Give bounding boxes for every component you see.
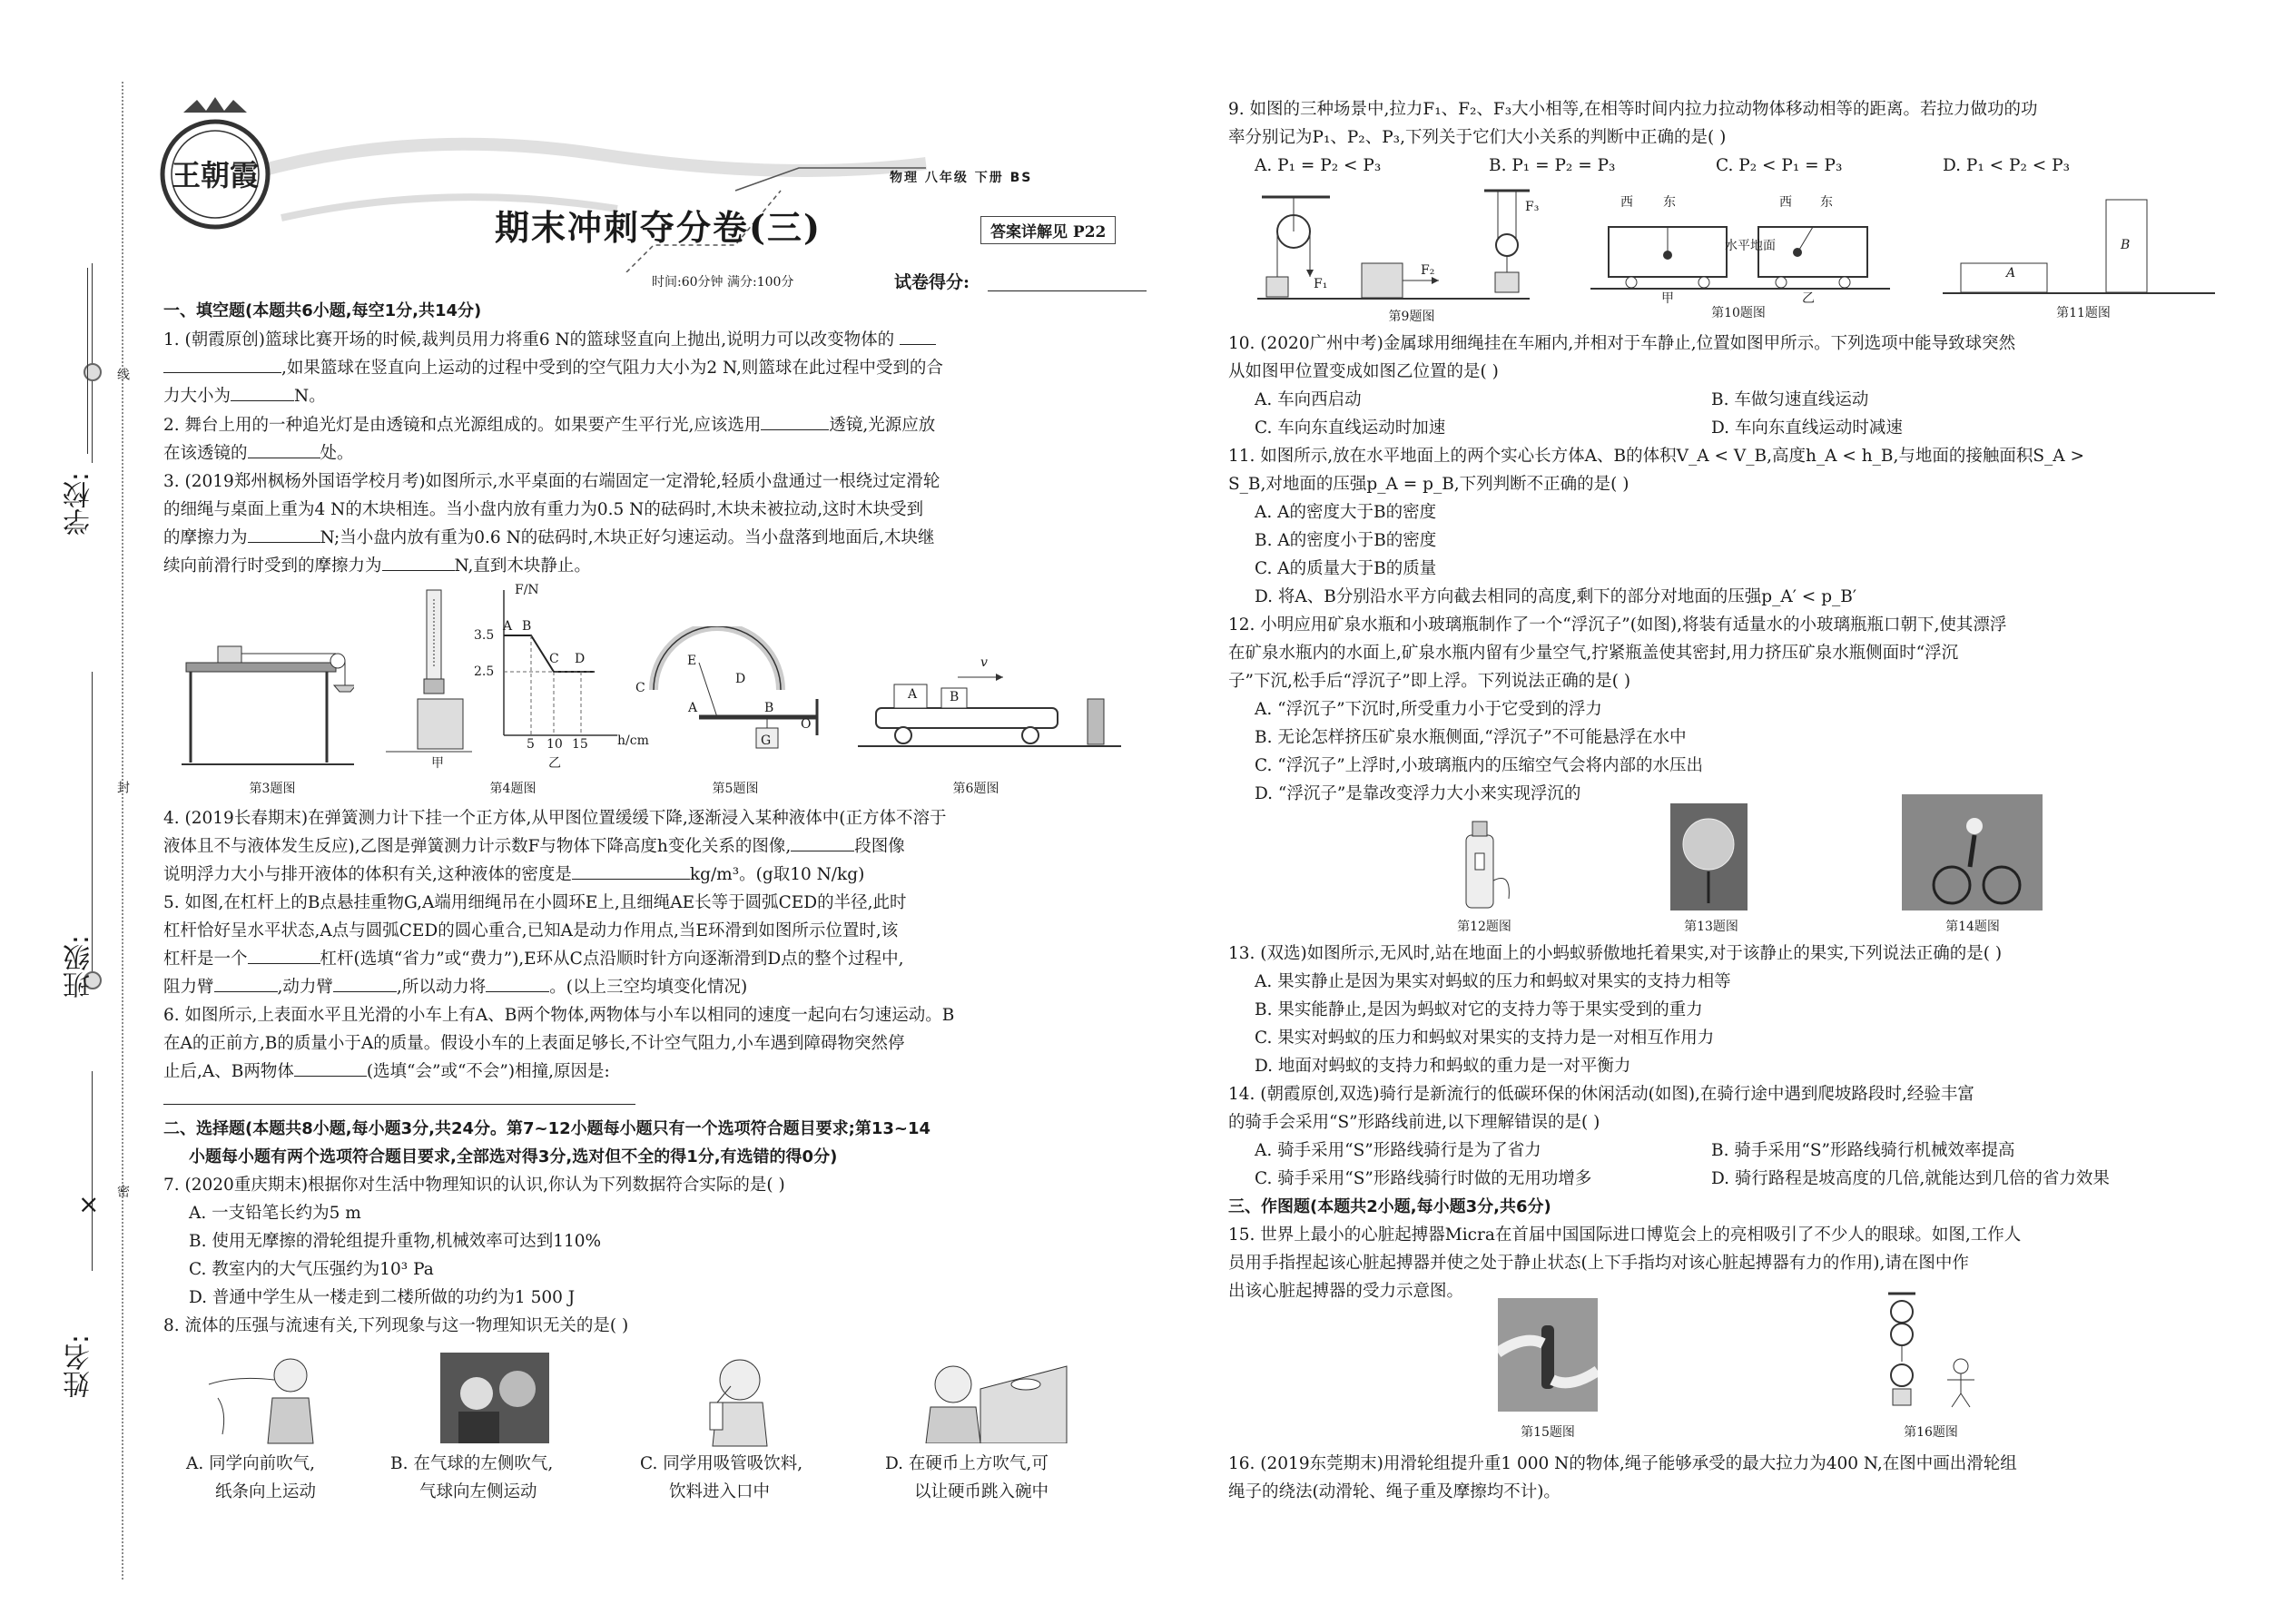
fig4-y2: 2.5	[474, 664, 495, 679]
caption-fig9: 第9题图	[1388, 310, 1435, 324]
figure-6	[858, 663, 1121, 763]
question-1: 1. (朝霞原创)篮球比赛开场的时候,裁判员用力将重6 N的篮球竖直向上抛出,说明力可以改变物体的 ,如果篮球在竖直向上运动的过程中受到的空气阻力大小为2 N,则篮球在此过程中受到的合 力大小为 N。	[163, 326, 1153, 410]
caption-fig6: 第6题图	[952, 782, 999, 796]
q10-option-a[interactable]: A. 车向西启动	[1255, 390, 1362, 409]
q14-option-a[interactable]: A. 骑手采用“S”形路线骑行是为了省力	[1255, 1141, 1541, 1160]
name-label: 姓名:	[64, 1334, 95, 1399]
q5-blank-1[interactable]	[248, 947, 320, 964]
q8-option-a-2: 纸条向上运动	[215, 1482, 317, 1501]
question-5: 5. 如图,在杠杆上的B点悬挂重物G,A端用细绳吊在小圆环E上,且细绳AE长等于圆弧CED的半径,此时 杠杆恰好呈水平状态,A点与圆弧CED的圆心重合,已知A是动力作用点,当E环滑到如图所示位置时,该 杠杆是一个 杠杆(选填“省力”或“费力”),E环从C点沿顺时针方向逐渐滑到D点的整个过程中, 阻力臂 ,动力臂 ,所以动力将 。(以上三空均填变化情况)	[163, 893, 907, 997]
question-10: 10. (2020广州中考)金属球用细绳挂在车厢内,并相对于车静止,位置如图甲所示。下列选项中能导致球突然 从如图甲位置变成如图乙位置的是( )	[1228, 334, 2016, 381]
binding-rail-bottom	[92, 1071, 93, 1271]
binding-rail-mid	[92, 672, 93, 971]
q10-option-d[interactable]: D. 车向东直线运动时减速	[1711, 418, 1903, 438]
fig9-f2: F₂	[1421, 263, 1435, 278]
q7-option-d[interactable]: D. 普通中学生从一楼走到二楼所做的功约为1 500 J	[189, 1288, 576, 1307]
figure-11	[1943, 191, 2215, 300]
q11-option-d[interactable]: D. 将A、B分别沿水平方向截去相同的高度,剩下的部分对地面的压强p_A′ < p_B′	[1255, 587, 1857, 606]
figure-12	[1452, 817, 1516, 912]
q8-option-d-2: 以让硬币跳入碗中	[914, 1482, 1049, 1501]
fig4-pt-d: D	[575, 652, 586, 666]
fig6-label-b: B	[950, 690, 960, 704]
q1-blank-2[interactable]	[231, 384, 294, 401]
q13-option-b[interactable]: B. 果实能静止,是因为蚂蚁对它的支持力等于果实受到的重力	[1255, 1000, 1703, 1019]
class-label: 班级:	[64, 935, 95, 999]
question-13: 13. (双选)如图所示,无风时,站在地面上的小蚂蚁骄傲地托着果实,对于该静止的果实,下列说法正确的是( )	[1228, 944, 2003, 963]
question-12: 12. 小明应用矿泉水瓶和小玻璃瓶制作了一个“浮沉子”(如图),将装有适量水的小玻璃瓶瓶口朝下,使其漂浮 在矿泉水瓶内的水面上,矿泉水瓶内留有少量空气,拧紧瓶盖使其密封,用力挤压矿泉水瓶侧面时“浮沉 子”下沉,松手后“浮沉子”即上浮。下列说法正确的是( )	[1228, 615, 2007, 691]
q8-option-c-2: 饮料进入口中	[669, 1482, 771, 1501]
fig6-label-a: A	[908, 687, 918, 702]
question-9: 9. 如图的三种场景中,拉力F₁、F₂、F₃大小相等,在相等时间内拉力拉动物体移动相等的距离。若拉力做功的功 率分别记为P₁、P₂、P₃,下列关于它们大小关系的判断中正确的是( )	[1228, 100, 2038, 147]
q13-option-a[interactable]: A. 果实静止是因为果实对蚂蚁的压力和蚂蚁对果实的支持力相等	[1255, 972, 1731, 991]
figure-5	[635, 626, 826, 763]
fig4-x1: 5	[527, 737, 535, 752]
fig10-east-2: 东	[1820, 195, 1833, 210]
q13-option-c[interactable]: C. 果实对蚂蚁的压力和蚂蚁对果实的支持力是一对相互作用力	[1255, 1029, 1715, 1048]
q8-figure-b	[440, 1353, 549, 1443]
q6-blank-2[interactable]	[163, 1088, 635, 1105]
q11-option-c[interactable]: C. A的质量大于B的质量	[1255, 559, 1437, 578]
page-title: 期末冲刺夺分卷(三)	[495, 207, 822, 248]
fig5-label-c: C	[635, 681, 645, 695]
fig10-jia: 甲	[1661, 291, 1674, 306]
caption-fig14: 第14题图	[1945, 920, 2000, 934]
figure-15-photo	[1498, 1298, 1598, 1412]
mark-secret: 密	[115, 1185, 130, 1197]
caption-fig15: 第15题图	[1521, 1425, 1575, 1440]
svg-text:王朝霞: 王朝霞	[171, 158, 260, 192]
q14-option-b[interactable]: B. 骑手采用“S”形路线骑行机械效率提高	[1711, 1141, 2015, 1160]
q8-option-c-1[interactable]: C. 同学用吸管吸饮料,	[640, 1454, 803, 1473]
caption-fig10: 第10题图	[1711, 306, 1766, 320]
q12-option-b[interactable]: B. 无论怎样挤压矿泉水瓶侧面,“浮沉子”不可能悬浮在水中	[1255, 728, 1687, 747]
q12-option-a[interactable]: A. “浮沉子”下沉时,所受重力小于它受到的浮力	[1255, 700, 1602, 719]
question-3: 3. (2019郑州枫杨外国语学校月考)如图所示,水平桌面的右端固定一定滑轮,轻质小盘通过一根绕过定滑轮 的细绳与桌面上重为4 N的木块相连。当小盘内放有重力为0.5 N的砝码时,木块未被拉动,这时木块受到 的摩擦力为 N;当小盘内放有重为0.6 N的砝码时,木块正好匀速运动。当小盘落到地面后,木块继 续向前滑行时受到的摩擦力为 N,直到木块静止。	[163, 472, 940, 576]
fig4-pt-b: B	[522, 619, 532, 634]
fig5-label-a: A	[688, 701, 698, 715]
q7-option-a[interactable]: A. 一支铅笔长约为5 m	[189, 1204, 361, 1223]
q12-option-c[interactable]: C. “浮沉子”上浮时,小玻璃瓶内的压缩空气会将内部的水压出	[1255, 756, 1704, 775]
q9-option-c[interactable]: C. P₂ < P₁ = P₃	[1716, 156, 1843, 175]
question-6: 6. 如图所示,上表面水平且光滑的小车上有A、B两个物体,两物体与小车以相同的速度一起向右匀速运动。B 在A的正前方,B的质量小于A的质量。假设小车的上表面足够长,不计空气阻力,小车遇到障碍物突然停 止后,A、B两物体 (选填“会”或“不会”)相撞,原因是:	[163, 1001, 1153, 1114]
q7-option-c[interactable]: C. 教室内的大气压强约为10³ Pa	[189, 1260, 434, 1279]
figure-3	[182, 635, 354, 772]
mark-seal: 封	[115, 781, 130, 793]
figure-13-photo	[1670, 803, 1748, 910]
q8-option-b-1[interactable]: B. 在气球的左侧吹气,	[390, 1454, 554, 1473]
fig5-label-b: B	[764, 701, 774, 715]
question-14: 14. (朝霞原创,双选)骑行是新流行的低碳环保的休闲活动(如图),在骑行途中遇到爬坡路段时,经验丰富 的骑手会采用“S”形路线前进,以下理解错误的是( )	[1228, 1085, 1974, 1132]
question-8: 8. 流体的压强与流速有关,下列现象与这一物理知识无关的是( )	[163, 1316, 629, 1335]
q5-blank-3[interactable]	[333, 975, 397, 992]
fig6-label-v: v	[980, 655, 988, 670]
q5-blank-2[interactable]	[214, 975, 278, 992]
q13-option-d[interactable]: D. 地面对蚂蚁的支持力和蚂蚁的重力是一对平衡力	[1255, 1057, 1631, 1076]
seal-mark: ×	[78, 1189, 100, 1219]
q1-blank-1b[interactable]	[163, 356, 281, 373]
caption-fig12: 第12题图	[1457, 920, 1511, 934]
subject-tags: 物理 八年级 下册 BS	[890, 171, 1033, 185]
q8-figure-a	[200, 1348, 336, 1448]
fig11-label-b: B	[2121, 238, 2131, 252]
fig4-sub-yi: 乙	[548, 756, 561, 771]
q11-option-a[interactable]: A. A的密度大于B的密度	[1255, 503, 1437, 522]
q3-blank-2[interactable]	[382, 554, 455, 571]
q7-option-b[interactable]: B. 使用无摩擦的滑轮组提升重物,机械效率可达到110%	[189, 1232, 602, 1251]
logo	[156, 93, 274, 238]
q10-option-b[interactable]: B. 车做匀速直线运动	[1711, 390, 1869, 409]
fig4-y1: 3.5	[474, 628, 495, 643]
q10-option-c[interactable]: C. 车向东直线运动时加速	[1255, 418, 1446, 438]
q5-blank-4[interactable]	[486, 975, 549, 992]
q6-blank-1[interactable]	[294, 1059, 367, 1077]
q11-option-b[interactable]: B. A的密度小于B的密度	[1255, 531, 1437, 550]
question-16: 16. (2019东莞期末)用滑轮组提升重1 000 N的物体,绳子能够承受的最大拉力为400 N,在图中画出滑轮组 绳子的绕法(动滑轮、绳子重及摩擦均不计)。	[1228, 1454, 2017, 1501]
caption-fig4: 第4题图	[489, 782, 537, 796]
caption-fig13: 第13题图	[1684, 920, 1738, 934]
q12-option-d[interactable]: D. “浮沉子”是靠改变浮力大小来实现浮沉的	[1255, 784, 1581, 803]
fig5-label-e: E	[687, 654, 697, 668]
figure-16	[1870, 1289, 1988, 1412]
fig5-label-d: D	[735, 672, 746, 686]
q4-blank-2[interactable]	[572, 862, 690, 880]
figure-4	[372, 581, 635, 763]
question-4: 4. (2019长春期末)在弹簧测力计下挂一个正方体,从甲图位置缓缓下降,逐渐浸入某种液体中(正方体不溶于 液体且不与液体发生反应),乙图是弹簧测力计示数F与物体下降高度h变化关系的图像, 段图像 说明浮力大小与排开液体的体积有关,这种液体的密度是 kg/m³。(g取10 N/kg)	[163, 809, 947, 884]
q2-blank-1[interactable]	[761, 413, 829, 430]
question-11: 11. 如图所示,放在水平地面上的两个实心长方体A、B的体积V_A < V_B,高度h_A < h_B,与地面的接触面积S_A > S_B,对地面的压强p_A = p_B,下列判断不正确的是( )	[1228, 447, 2085, 494]
q1-blank-1[interactable]	[900, 328, 936, 345]
time-info: 时间:60分钟 满分:100分	[652, 275, 794, 290]
question-2: 2. 舞台上用的一种追光灯是由透镜和点光源组成的。如果要产生平行光,应该选用 透镜,光源应放 在该透镜的 处。	[163, 411, 1153, 468]
caption-fig3: 第3题图	[249, 782, 296, 796]
score-label: 试卷得分:	[894, 272, 970, 292]
question-7: 7. (2020重庆期末)根据你对生活中物理知识的认识,你认为下列数据符合实际的是( )	[163, 1176, 785, 1195]
fig4-axis-y: F/N	[515, 583, 539, 597]
q3-blank-1[interactable]	[248, 526, 320, 543]
figure-9	[1257, 186, 1557, 304]
school-field[interactable]	[87, 268, 88, 454]
q14-option-c[interactable]: C. 骑手采用“S”形路线骑行时做的无用功增多	[1255, 1169, 1592, 1188]
mark-line: 线	[115, 368, 130, 380]
fig4-x3: 15	[572, 737, 588, 752]
fig5-label-g: G	[761, 733, 772, 748]
q9-option-d[interactable]: D. P₁ < P₂ < P₃	[1943, 156, 2071, 175]
fig10-west-2: 西	[1779, 195, 1792, 210]
fig10-west-1: 西	[1620, 195, 1633, 210]
fig10-yi: 乙	[1802, 291, 1815, 306]
question-15: 15. 世界上最小的心脏起搏器Micra在首届中国国际进口博览会上的亮相吸引了不少人的眼球。如图,工作人 员用手指捏起该心脏起搏器并使之处于静止状态(上下手指均对该心脏起搏器有力的作用),请在图中作 出该心脏起搏器的受力示意图。	[1228, 1225, 2022, 1301]
q8-figure-c	[690, 1348, 781, 1448]
fig4-pt-a: A	[503, 619, 513, 634]
fig11-label-a: A	[2006, 266, 2016, 281]
fig4-x2: 10	[546, 737, 563, 752]
answer-ref: 答案详解见 P22	[980, 216, 1116, 244]
fig9-f3: F₃	[1525, 200, 1540, 214]
fig9-f1: F₁	[1314, 277, 1328, 291]
q2-blank-2[interactable]	[248, 441, 320, 458]
q8-option-a-1[interactable]: A. 同学向前吹气,	[186, 1454, 316, 1473]
q4-blank-1[interactable]	[791, 834, 854, 851]
section-choice-b: 小题每小题有两个选项符合题目要求,全部选对得3分,选对但不全的得1分,有选错的得0分)	[189, 1147, 838, 1166]
score-field[interactable]	[988, 290, 1147, 291]
binding-dotted-line	[122, 82, 123, 1580]
fig5-label-o: O	[801, 717, 812, 732]
section-choice: 二、选择题(本题共8小题,每小题3分,共24分。第7~12小题每小题只有一个选项符合题目要求;第13~14	[163, 1119, 931, 1138]
fig4-pt-c: C	[549, 652, 559, 666]
q8-option-d-1[interactable]: D. 在硬币上方吹气,可	[885, 1454, 1049, 1473]
fig10-east-1: 东	[1663, 195, 1676, 210]
q8-figure-d	[917, 1353, 1071, 1443]
q9-option-a[interactable]: A. P₁ = P₂ < P₃	[1255, 156, 1382, 175]
q14-option-d[interactable]: D. 骑行路程是坡高度的几倍,就能达到几倍的省力效果	[1711, 1169, 2110, 1188]
caption-fig11: 第11题图	[2056, 306, 2111, 320]
fig10-ground: 水平地面	[1725, 239, 1776, 253]
caption-fig16: 第16题图	[1904, 1425, 1958, 1440]
q8-option-b-2: 气球向左侧运动	[419, 1482, 537, 1501]
q9-option-b[interactable]: B. P₁ = P₂ = P₃	[1489, 156, 1616, 175]
fig4-axis-x: h/cm	[617, 733, 649, 748]
figure-14-photo	[1902, 794, 2043, 910]
caption-fig5: 第5题图	[712, 782, 759, 796]
section-fill-blank: 一、填空题(本题共6小题,每空1分,共14分)	[163, 301, 482, 320]
binding-hole-1	[84, 363, 102, 381]
section-drawing: 三、作图题(本题共2小题,每小题3分,共6分)	[1228, 1197, 1551, 1216]
fig4-sub-jia: 甲	[431, 756, 444, 771]
school-label: 学校:	[64, 472, 95, 536]
